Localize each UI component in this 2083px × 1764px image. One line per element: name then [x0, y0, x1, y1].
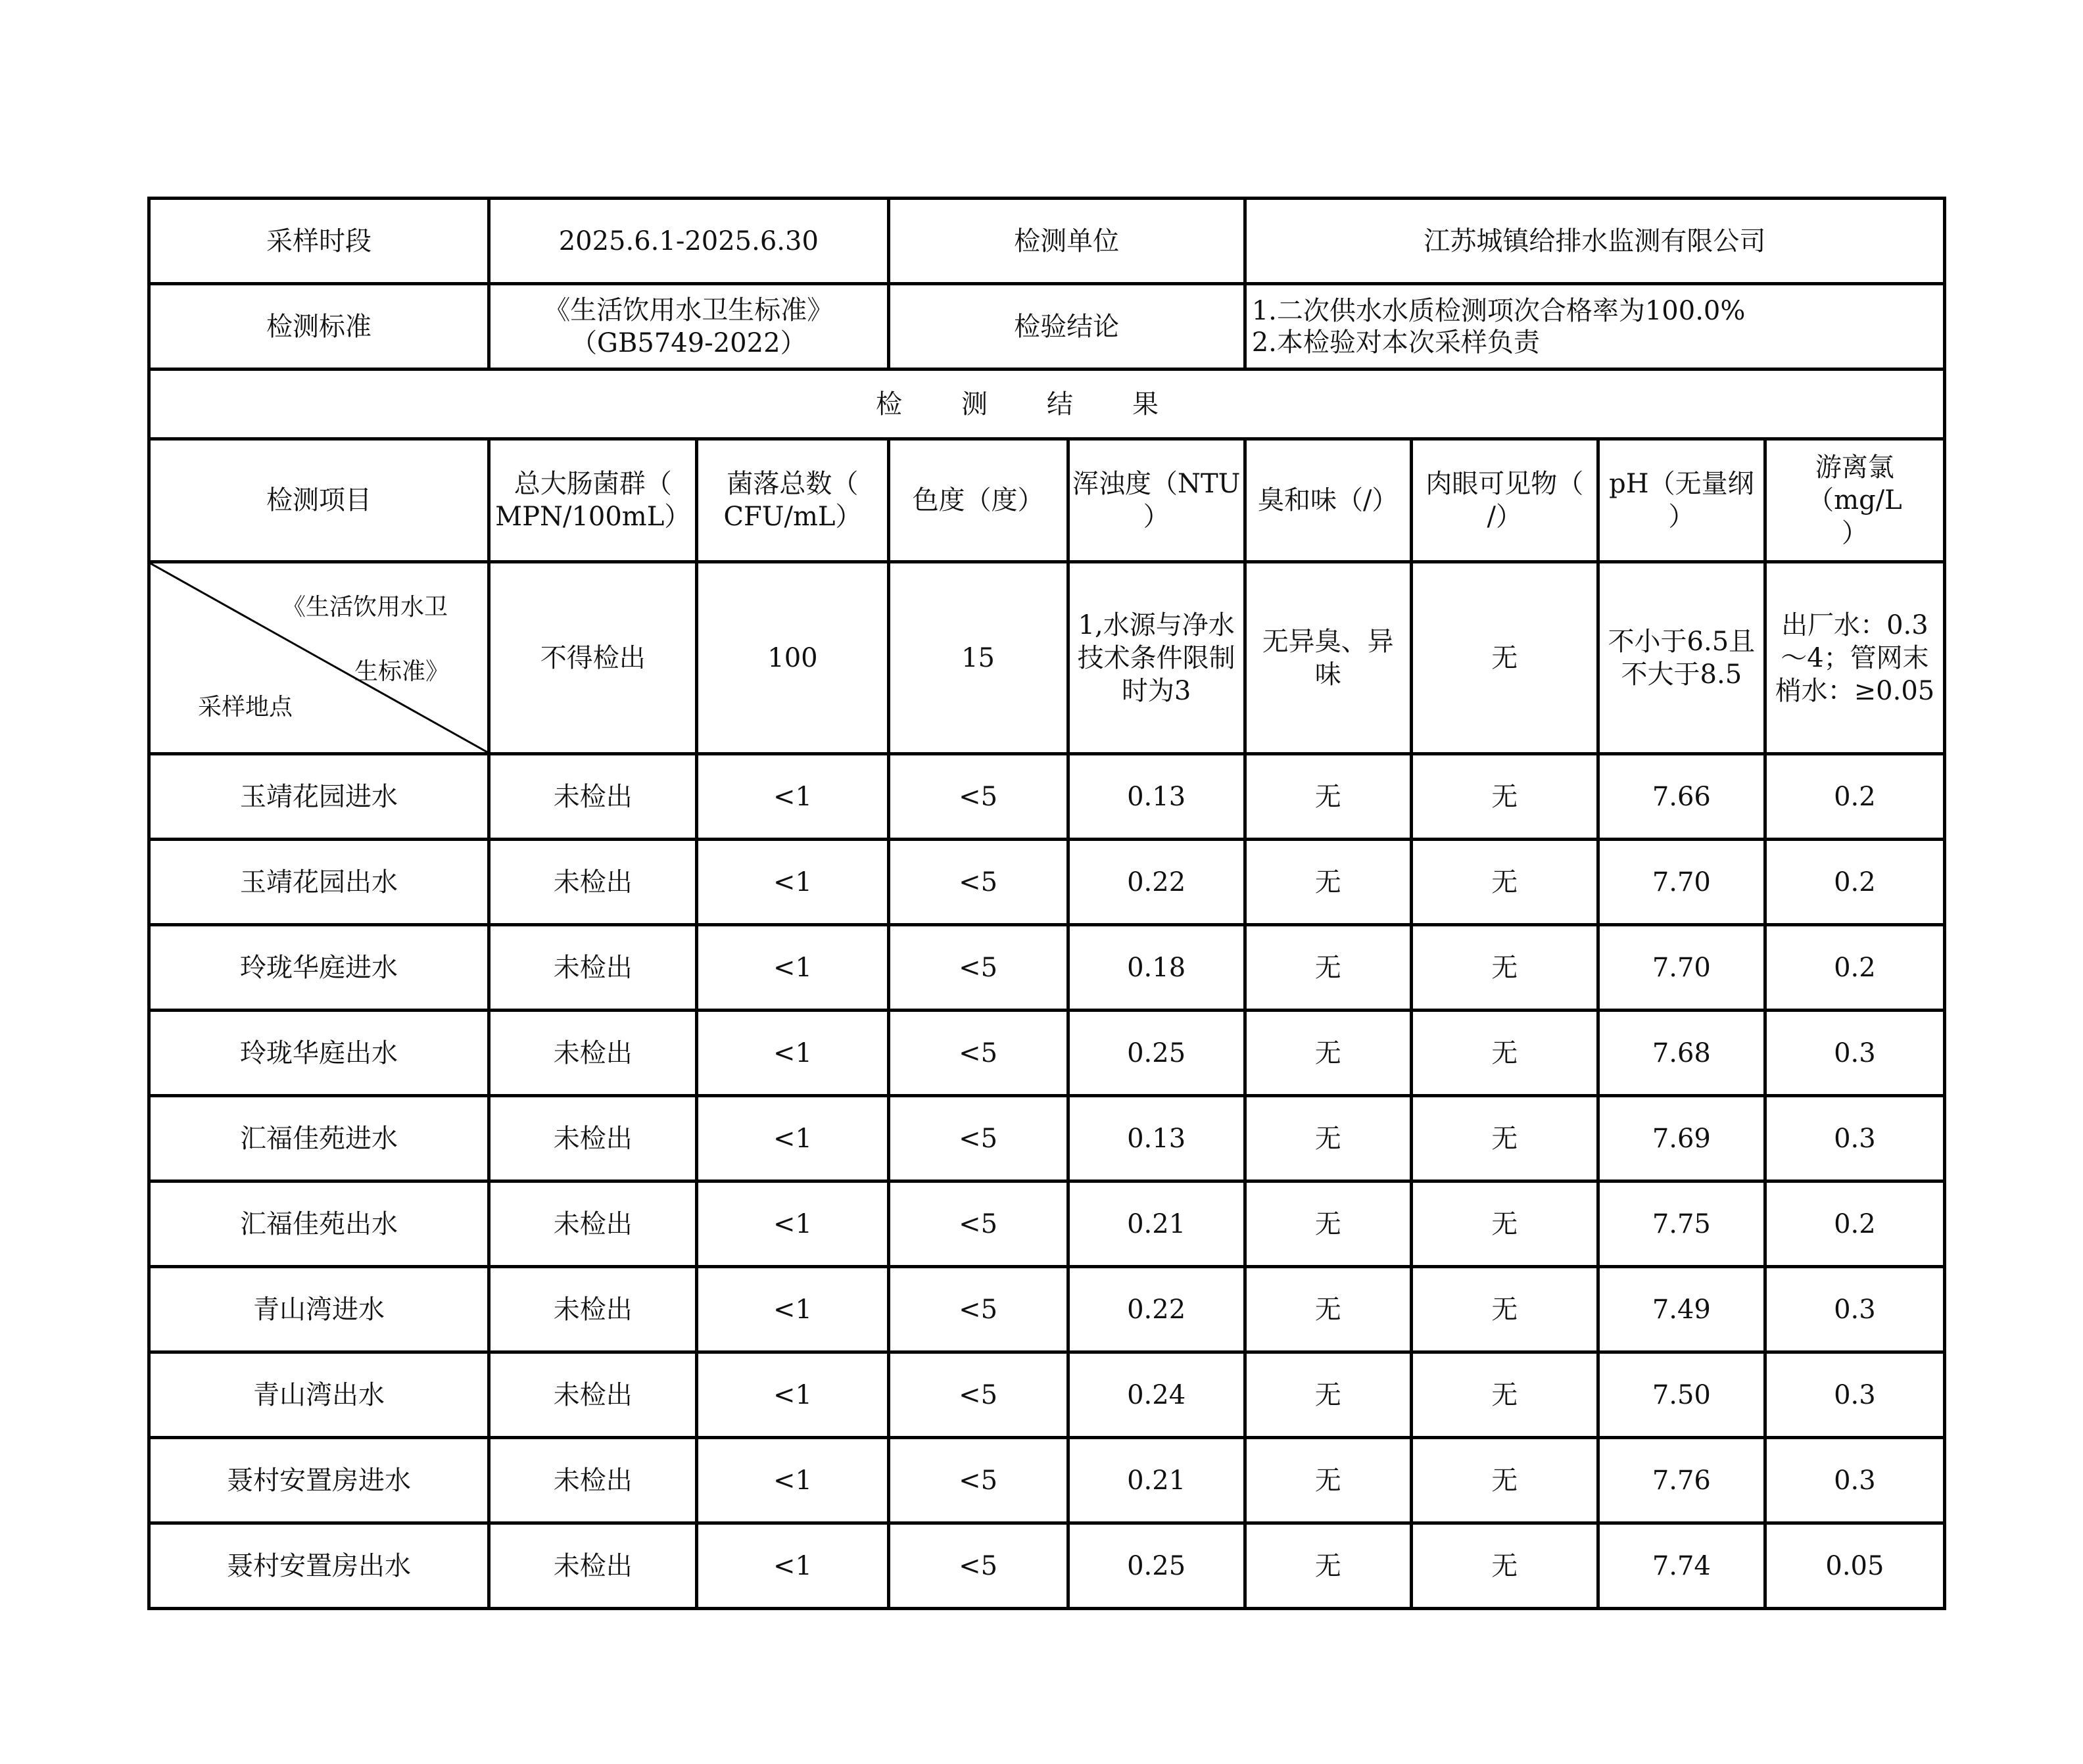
cell-coliform: 未检出 — [489, 1181, 697, 1267]
cell-turbidity: 0.22 — [1068, 840, 1245, 925]
diag-site-label: 采样地点 — [198, 694, 293, 721]
cell-turbidity: 0.21 — [1068, 1438, 1245, 1523]
cell-ph: 7.66 — [1598, 754, 1765, 840]
cell-odor: 无 — [1245, 1096, 1411, 1181]
cell-odor: 无 — [1245, 925, 1411, 1011]
table-row — [149, 1181, 1945, 1267]
cell-coliform: 未检出 — [489, 840, 697, 925]
table-row — [149, 1523, 1945, 1609]
period-label: 采样时段 — [149, 199, 489, 284]
table-row — [149, 754, 1945, 840]
cell-visible: 无 — [1411, 1352, 1598, 1438]
col-colony — [697, 439, 888, 562]
cell-colony: <1 — [697, 1096, 888, 1181]
cell-visible: 无 — [1411, 925, 1598, 1011]
col-turbidity-l1: 浑浊度（NTU — [1072, 469, 1241, 499]
col-visible — [1411, 439, 1598, 562]
unit-value: 江苏城镇给排水监测有限公司 — [1245, 199, 1944, 284]
diag-standard-l2: 生标准》 — [354, 658, 450, 685]
cell-turbidity: 0.21 — [1068, 1181, 1245, 1267]
result-rows — [149, 754, 1945, 1609]
cell-odor: 无 — [1245, 1011, 1411, 1096]
cell-color: <5 — [888, 925, 1068, 1011]
limit-turbidity — [1068, 562, 1245, 754]
limit-odor-l1: 无异臭、异 — [1262, 626, 1394, 657]
col-coliform-l1: 总大肠菌群（ — [514, 469, 672, 499]
cell-visible: 无 — [1411, 1096, 1598, 1181]
table-row — [149, 925, 1945, 1011]
conclusion-value — [1245, 284, 1944, 369]
cell-color: <5 — [888, 754, 1068, 840]
cell-coliform: 未检出 — [489, 754, 697, 840]
cell-color: <5 — [888, 1438, 1068, 1523]
cell-colony: <1 — [697, 840, 888, 925]
limit-ph-l1: 不小于6.5且 — [1608, 626, 1756, 657]
col-visible-l1: 肉眼可见物（ — [1425, 469, 1584, 499]
cell-odor: 无 — [1245, 840, 1411, 925]
col-color: 色度（度） — [888, 439, 1068, 562]
standard-name: 《生活饮用水卫生标准》 — [544, 295, 834, 325]
cell-visible: 无 — [1411, 754, 1598, 840]
col-turbidity-l2: ） — [1143, 502, 1170, 532]
results-title: 检测结果 — [149, 369, 1945, 439]
cell-odor: 无 — [1245, 1352, 1411, 1438]
cell-chlorine: 0.05 — [1765, 1523, 1944, 1609]
cell-turbidity: 0.25 — [1068, 1523, 1245, 1609]
table-row — [149, 1352, 1945, 1438]
cell-chlorine: 0.3 — [1765, 1011, 1944, 1096]
cell-ph: 7.68 — [1598, 1011, 1765, 1096]
cell-coliform: 未检出 — [489, 1438, 697, 1523]
limit-chlorine — [1765, 562, 1944, 754]
cell-site: 玲珑华庭出水 — [149, 1011, 489, 1096]
unit-label: 检测单位 — [888, 199, 1245, 284]
cell-odor: 无 — [1245, 1181, 1411, 1267]
col-odor: 臭和味（/） — [1245, 439, 1411, 562]
cell-coliform: 未检出 — [489, 1267, 697, 1352]
results-title-row — [149, 369, 1945, 439]
cell-site: 玉靖花园出水 — [149, 840, 489, 925]
cell-ph: 7.74 — [1598, 1523, 1765, 1609]
cell-site: 玉靖花园进水 — [149, 754, 489, 840]
col-coliform — [489, 439, 697, 562]
col-ph-l2: ） — [1668, 502, 1695, 532]
cell-color: <5 — [888, 1096, 1068, 1181]
table-row — [149, 840, 1945, 925]
item-label: 检测项目 — [149, 439, 489, 562]
cell-color: <5 — [888, 1352, 1068, 1438]
limit-turbidity-l3: 时为3 — [1121, 675, 1191, 706]
cell-turbidity: 0.18 — [1068, 925, 1245, 1011]
col-colony-l2: CFU/mL） — [723, 502, 862, 532]
cell-colony: <1 — [697, 1267, 888, 1352]
col-visible-l2: /） — [1487, 502, 1523, 532]
cell-chlorine: 0.2 — [1765, 754, 1944, 840]
diagonal-header-cell — [149, 562, 489, 754]
cell-color: <5 — [888, 1523, 1068, 1609]
cell-turbidity: 0.13 — [1068, 1096, 1245, 1181]
cell-visible: 无 — [1411, 1267, 1598, 1352]
period-value: 2025.6.1-2025.6.30 — [489, 199, 888, 284]
cell-chlorine: 0.3 — [1765, 1096, 1944, 1181]
cell-turbidity: 0.22 — [1068, 1267, 1245, 1352]
cell-color: <5 — [888, 1011, 1068, 1096]
cell-colony: <1 — [697, 1523, 888, 1609]
cell-visible: 无 — [1411, 1011, 1598, 1096]
cell-odor: 无 — [1245, 1267, 1411, 1352]
limit-color: 15 — [888, 562, 1068, 754]
cell-site: 青山湾出水 — [149, 1352, 489, 1438]
cell-odor: 无 — [1245, 1438, 1411, 1523]
cell-color: <5 — [888, 840, 1068, 925]
cell-chlorine: 0.3 — [1765, 1438, 1944, 1523]
col-ph-l1: pH（无量纲 — [1609, 469, 1754, 499]
cell-colony: <1 — [697, 1011, 888, 1096]
col-chlorine — [1765, 439, 1944, 562]
cell-coliform: 未检出 — [489, 925, 697, 1011]
limit-odor-l2: 味 — [1314, 659, 1341, 690]
limit-visible: 无 — [1411, 562, 1598, 754]
col-ph — [1598, 439, 1765, 562]
cell-chlorine: 0.2 — [1765, 1181, 1944, 1267]
cell-odor: 无 — [1245, 1523, 1411, 1609]
limit-coliform: 不得检出 — [489, 562, 697, 754]
limit-turbidity-l2: 技术条件限制 — [1077, 642, 1235, 673]
cell-ph: 7.75 — [1598, 1181, 1765, 1267]
col-turbidity — [1068, 439, 1245, 562]
table-row — [149, 1438, 1945, 1523]
cell-coliform: 未检出 — [489, 1011, 697, 1096]
cell-colony: <1 — [697, 754, 888, 840]
limit-colony: 100 — [697, 562, 888, 754]
cell-coliform: 未检出 — [489, 1352, 697, 1438]
col-chlorine-l1: 游离氯（mg/L — [1808, 452, 1902, 515]
cell-ph: 7.70 — [1598, 840, 1765, 925]
limit-chlorine-l3: 梢水：≥0.05 — [1775, 675, 1935, 706]
limit-ph-l2: 不大于8.5 — [1621, 659, 1742, 690]
standard-label: 检测标准 — [149, 284, 489, 369]
table-row — [149, 1096, 1945, 1181]
limit-turbidity-l1: 1,水源与净水 — [1078, 609, 1235, 640]
table-row — [149, 1267, 1945, 1352]
cell-chlorine: 0.3 — [1765, 1267, 1944, 1352]
cell-visible: 无 — [1411, 1181, 1598, 1267]
col-chlorine-l2: ） — [1841, 518, 1868, 548]
header-row-standard — [149, 284, 1945, 369]
limit-ph — [1598, 562, 1765, 754]
cell-chlorine: 0.2 — [1765, 840, 1944, 925]
cell-colony: <1 — [697, 925, 888, 1011]
cell-turbidity: 0.13 — [1068, 754, 1245, 840]
cell-turbidity: 0.24 — [1068, 1352, 1245, 1438]
cell-visible: 无 — [1411, 1438, 1598, 1523]
cell-chlorine: 0.2 — [1765, 925, 1944, 1011]
limit-odor — [1245, 562, 1411, 754]
cell-ph: 7.76 — [1598, 1438, 1765, 1523]
cell-site: 汇福佳苑出水 — [149, 1181, 489, 1267]
cell-turbidity: 0.25 — [1068, 1011, 1245, 1096]
standard-value — [489, 284, 888, 369]
col-colony-l1: 菌落总数（ — [727, 469, 859, 499]
water-quality-report-table — [147, 197, 1946, 1610]
limit-chlorine-l1: 出厂水：0.3 — [1781, 609, 1928, 640]
cell-site: 聂村安置房进水 — [149, 1438, 489, 1523]
cell-site: 聂村安置房出水 — [149, 1523, 489, 1609]
cell-ph: 7.70 — [1598, 925, 1765, 1011]
col-coliform-l2: MPN/100mL） — [495, 502, 691, 532]
standard-limits-row — [149, 562, 1945, 754]
cell-color: <5 — [888, 1181, 1068, 1267]
standard-code: （GB5749-2022） — [571, 327, 807, 358]
table-row — [149, 1011, 1945, 1096]
conclusion-label: 检验结论 — [888, 284, 1245, 369]
cell-colony: <1 — [697, 1438, 888, 1523]
header-row-period — [149, 199, 1945, 284]
cell-chlorine: 0.3 — [1765, 1352, 1944, 1438]
cell-odor: 无 — [1245, 754, 1411, 840]
cell-coliform: 未检出 — [489, 1096, 697, 1181]
cell-ph: 7.50 — [1598, 1352, 1765, 1438]
conclusion-line-1: 1.二次供水水质检测项次合格率为100.0% — [1251, 295, 1746, 326]
limit-chlorine-l2: ～4；管网末 — [1781, 642, 1929, 673]
cell-coliform: 未检出 — [489, 1523, 697, 1609]
cell-color: <5 — [888, 1267, 1068, 1352]
cell-visible: 无 — [1411, 840, 1598, 925]
cell-visible: 无 — [1411, 1523, 1598, 1609]
cell-site: 玲珑华庭进水 — [149, 925, 489, 1011]
cell-site: 青山湾进水 — [149, 1267, 489, 1352]
column-header-row — [149, 439, 1945, 562]
cell-ph: 7.69 — [1598, 1096, 1765, 1181]
cell-ph: 7.49 — [1598, 1267, 1765, 1352]
conclusion-line-2: 2.本检验对本次采样负责 — [1251, 327, 1540, 358]
cell-site: 汇福佳苑进水 — [149, 1096, 489, 1181]
cell-colony: <1 — [697, 1352, 888, 1438]
cell-colony: <1 — [697, 1181, 888, 1267]
diag-standard-l1: 《生活饮用水卫 — [282, 594, 448, 621]
